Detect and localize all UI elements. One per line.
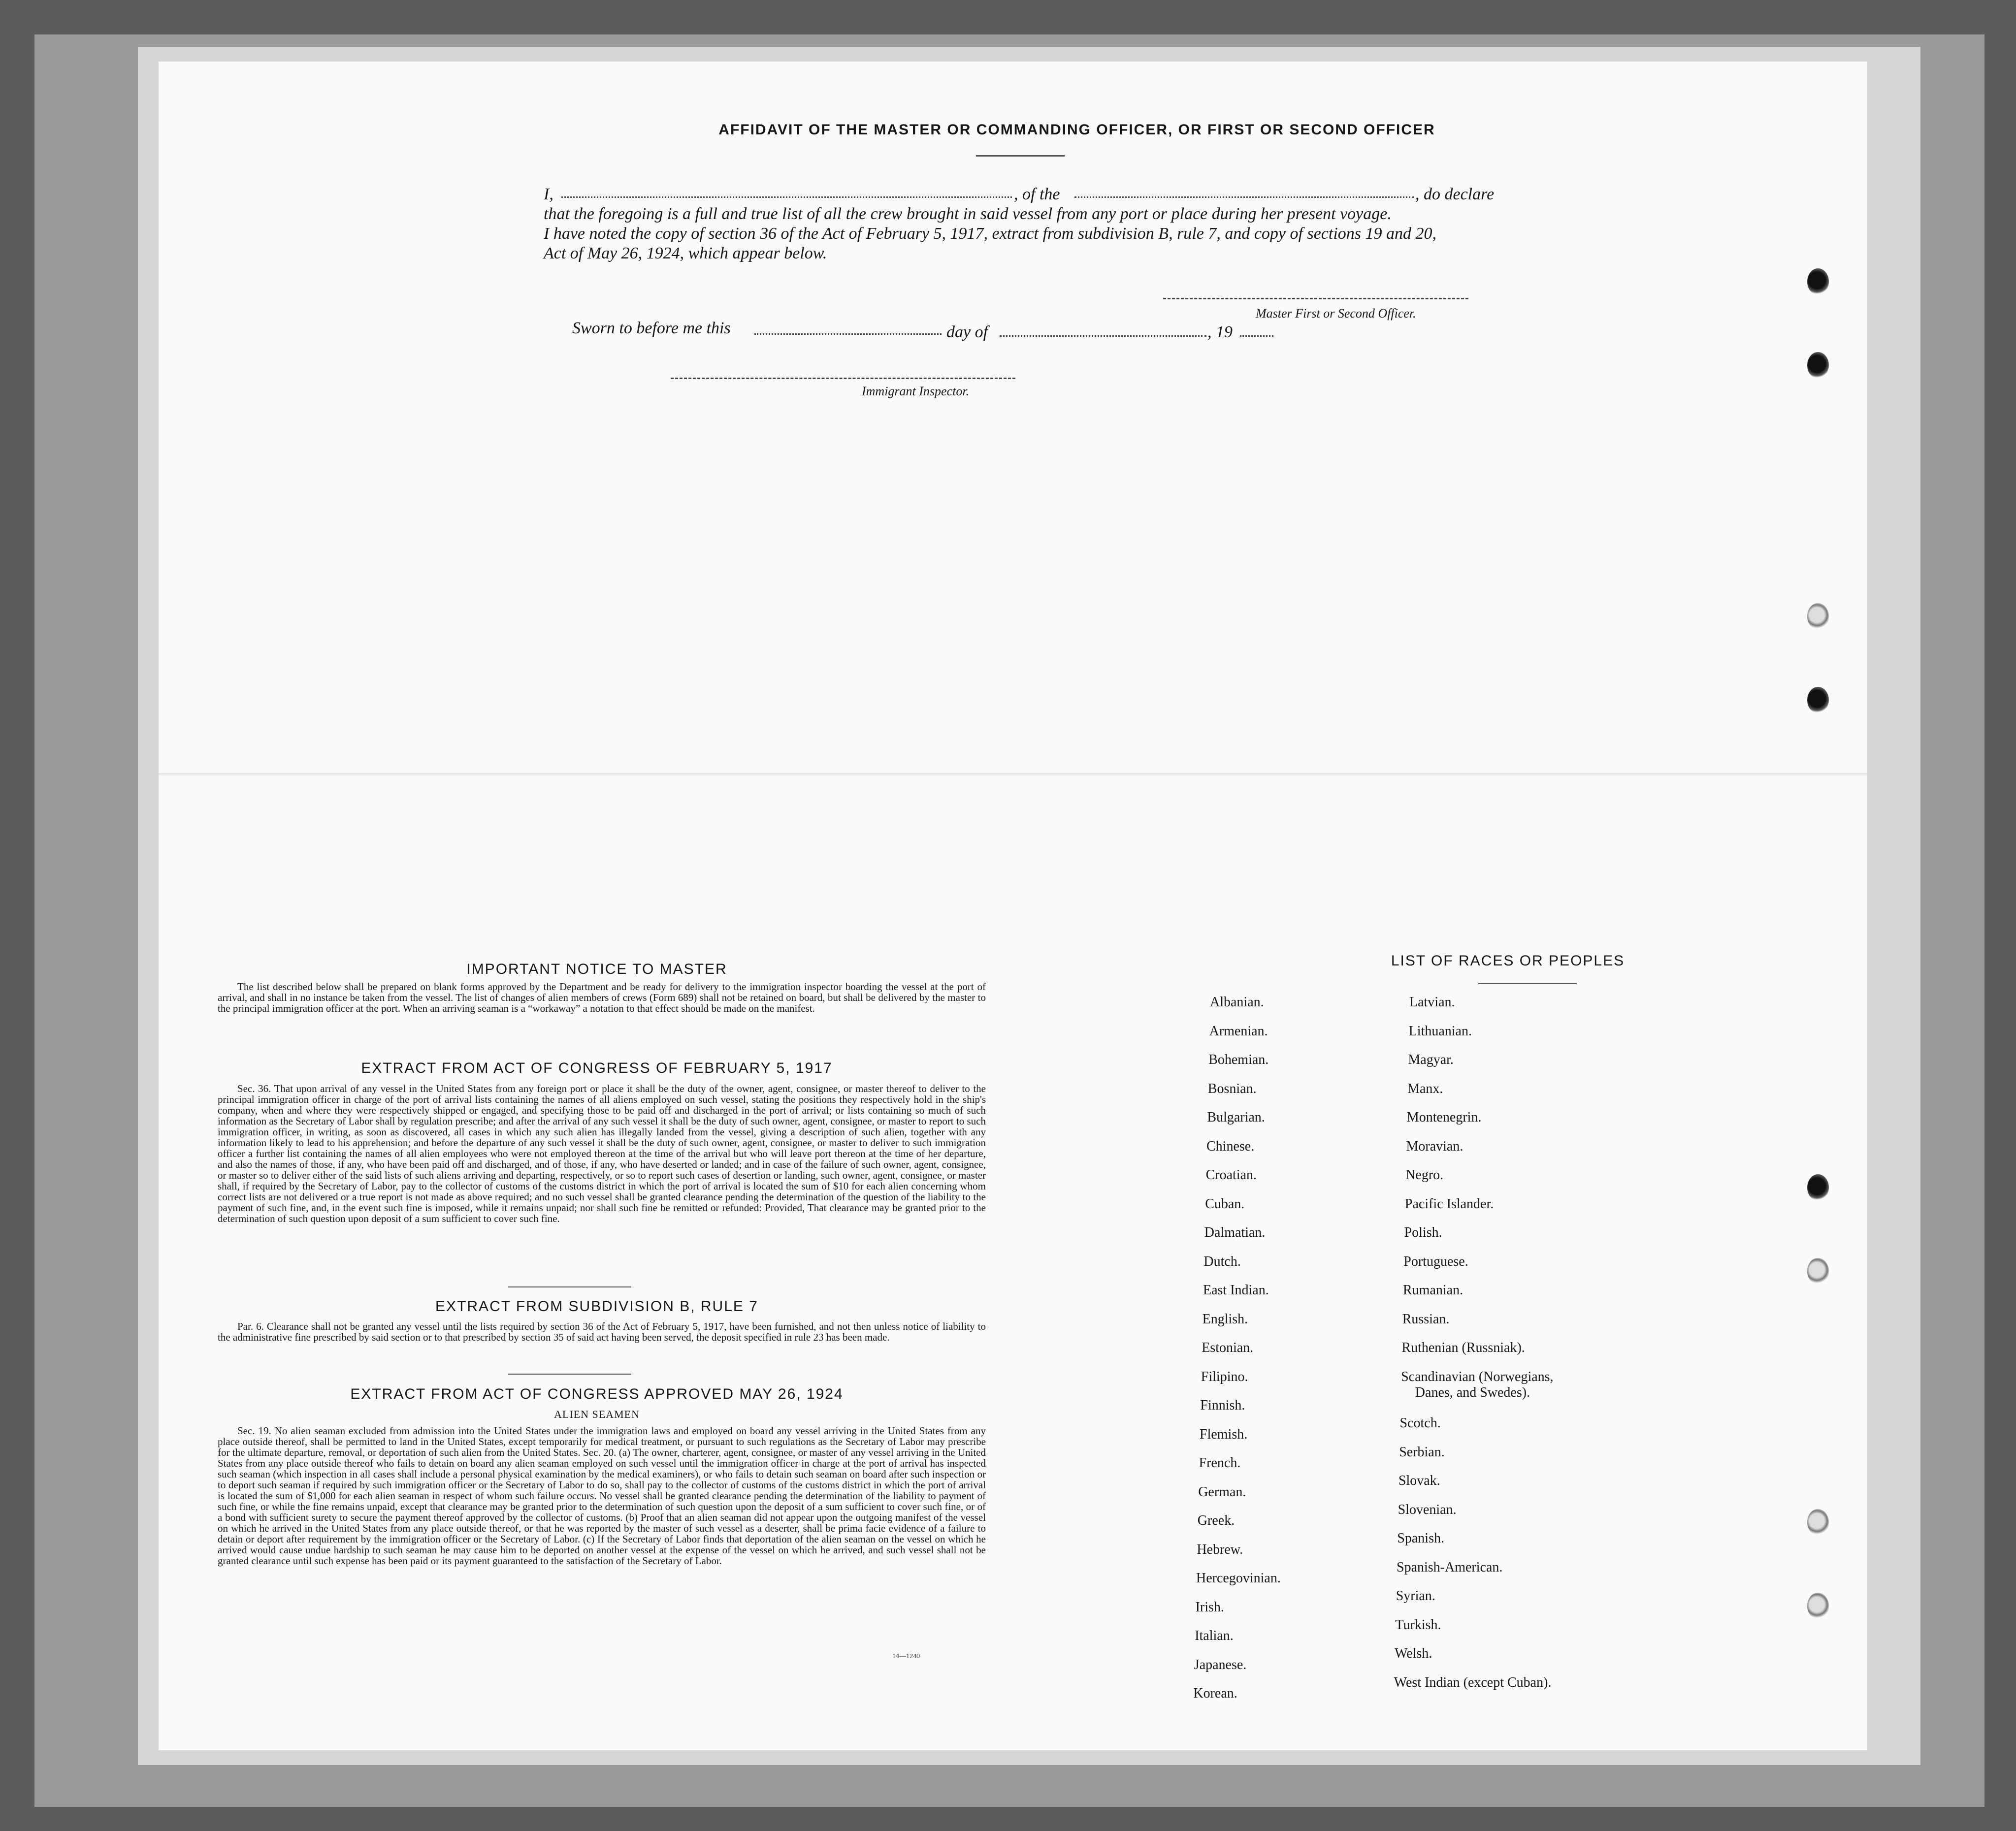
day-blank [754, 333, 942, 335]
race-item: Dalmatian. [1204, 1225, 1266, 1240]
race-item: Syrian. [1396, 1588, 1435, 1604]
document-page [159, 62, 1867, 1750]
month-blank [1000, 335, 1206, 337]
day-of-label: day of [946, 323, 988, 341]
punch-hole [1807, 352, 1829, 379]
vessel-blank [1074, 196, 1414, 198]
extract-1924-body: Sec. 19. No alien seaman excluded from admission into the United States under the immigration laws and employed on board any vessel arriving in the United States from any place outside thereof, shall be permitted to land in the United States, except temporarily for medical treatment, or pursuant to such regulations as the Secretary of Labor may prescribe for the ultimate departure, removal, or deportation of such alien from the United States. Sec. 20. (a) The owner, charterer, agent, consignee, or master of any vessel arriving in the United States from any place outside thereof who fails to detain on board any alien seaman employed on such vessel until the immigration officer in charge at the port of arrival has inspected such seaman (which inspection in all cases shall include a personal physical examination by the medical examiners), or who fails to detain such seaman on board after such inspection or to deport such seaman if required by such immigration officer or the Secretary of Labor to do so, shall pay to the collector of customs of the customs district in which the port of arrival is located the sum of $1,000 for each alien seaman in respect of whom such failure occurs. No vessel shall be granted clearance pending the determination of the liability to payment of such fine, or while the fine remains unpaid, except that clearance may be granted prior to the determination of such question upon the deposit of a sum sufficient to cover such fine, or of a bond with sufficient surety to secure the payment thereof approved by the collector of customs. (b) Proof that an alien seaman did not appear upon the outgoing manifest of the vessel on which he arrived in the United States from any place outside thereof, or that he was reported by the master of such vessel as a deserter, shall be prima facie evidence of a failure to detain or deport after requirement by the immigration officer or the Secretary of Labor. (c) If the Secretary of Labor finds that deportation of the alien seaman on the vessel on which he arrived would cause undue hardship to such seaman he may cause him to be deported on another vessel at the expense of the vessel on which he arrived, and such vessel shall not be granted clearance until such expense has been paid or its payment guaranteed to the satisfaction of the Secretary of Labor. [218, 1425, 986, 1567]
race-item: Pacific Islander. [1404, 1196, 1494, 1212]
race-item: East Indian. [1203, 1283, 1269, 1298]
divider [508, 1374, 631, 1375]
race-item: Turkish. [1395, 1617, 1441, 1633]
race-item: Spanish. [1397, 1531, 1444, 1546]
affidavit-line-4: Act of May 26, 1924, which appear below. [544, 244, 827, 262]
signature-blank [1163, 298, 1468, 299]
page-fold [159, 773, 1867, 776]
race-item: Scandinavian (Norwegians, [1401, 1369, 1554, 1384]
race-item: Finnish. [1200, 1398, 1245, 1413]
notice-body: The list described below shall be prepared on blank forms approved by the Department and be ready for delivery to the immigration inspector boarding the vessel at the port of arrival, and shall in no instance be taken from the vessel. The list of changes of alien members of crews (Form 689) shall not be retained on board, but shall be delivered by the master to the principal immigration officer at the port. When an arriving seaman is a “workaway” a notation to that effect should be made on the manifest. [218, 981, 986, 1014]
divider [976, 155, 1065, 157]
extract-1917-body: Sec. 36. That upon arrival of any vessel in the United States from any foreign port or place it shall be the duty of the owner, agent, consignee, or master thereof to deliver to the principal immigration officer in charge of the port of arrival lists containing the names of all aliens employed on such vessel, stating the positions they respectively hold in the ship's company, when and where they were respectively shipped or engaged, and specifying those to be paid off and discharged in the port of arrival; or lists containing so much of such information as the Secretary of Labor shall by regulation prescribe; and after the arrival of any such vessel it shall be the duty of such owner, agent, consignee, or master to report to such immigration officer, in writing, as soon as discovered, all cases in which any such alien has illegally landed from the vessel, giving a description of such alien, together with any information likely to lead to his apprehension; and before the departure of any such vessel it shall be the duty of such owner, agent, consignee, or master to deliver to such immigration officer a further list containing the names of all alien employees who were not employed thereon at the time of the arrival but who will leave port thereon at the time of her departure, and also the names of those, if any, who have been paid off and discharged, and of those, if any, who have deserted or landed; and in case of the failure of such owner, agent, consignee, or master so to deliver either of the said lists of such aliens arriving and departing, respectively, or so to report such cases of desertion or landing, such owner, agent, consignee, or master shall, if required by the Secretary of Labor, pay to the collector of customs of the customs district in which the port of arrival is located the sum of $10 for each alien concerning whom correct lists are not delivered or a true report is not made as above required; and no such vessel shall be granted clearance pending the determination of the question of the liability to the payment of such fine, and, in the event such fine is imposed, while it remains unpaid; nor shall such fine be remitted or refunded: Provided, That clearance may be granted prior to the determination of such question upon deposit of a sum sufficient to cover such fine. [218, 1083, 986, 1224]
race-item: Russian. [1402, 1311, 1450, 1327]
race-item: Bohemian. [1208, 1052, 1269, 1067]
race-item: Ruthenian (Russniak). [1401, 1340, 1525, 1355]
race-item: Flemish. [1200, 1426, 1248, 1442]
sworn-label: Sworn to before me this [572, 319, 731, 337]
punch-hole [1807, 1593, 1829, 1619]
race-item: Latvian. [1409, 995, 1455, 1010]
race-item: Welsh. [1395, 1646, 1432, 1661]
form-number: 14—1240 [892, 1653, 920, 1660]
year-blank [1240, 335, 1273, 337]
race-item: Serbian. [1399, 1444, 1445, 1460]
race-item: Slovenian. [1398, 1502, 1457, 1517]
affidavit-title: AFFIDAVIT OF THE MASTER OR COMMANDING OFFICER, OR FIRST OR SECOND OFFICER [718, 122, 1435, 138]
race-item: Rumanian. [1403, 1283, 1463, 1298]
punch-hole [1807, 1258, 1829, 1285]
race-item: Magyar. [1408, 1052, 1454, 1067]
affidavit-line-3: I have noted the copy of section 36 of the Act of February 5, 1917, extract from subdivision B, rule 7, and copy of sections 19 and 20, [544, 225, 1437, 243]
affidavit-line-2: that the foregoing is a full and true list of all the crew brought in said vessel from any port or place during her present voyage. [544, 205, 1392, 223]
race-item: Lithuanian. [1408, 1023, 1472, 1039]
race-item: Portuguese. [1403, 1253, 1468, 1269]
race-item: Spanish-American. [1397, 1559, 1503, 1575]
race-item: French. [1199, 1455, 1241, 1471]
race-item: Manx. [1407, 1081, 1443, 1096]
subdivision-title: EXTRACT FROM SUBDIVISION B, RULE 7 [435, 1298, 758, 1315]
race-item: Moravian. [1406, 1138, 1463, 1154]
race-item: Slovak. [1398, 1473, 1440, 1488]
race-item: Albanian. [1210, 995, 1264, 1010]
divider [508, 1286, 631, 1287]
race-item: Danes, and Swedes). [1415, 1384, 1530, 1400]
race-item: English. [1202, 1311, 1248, 1327]
race-item: Hercegovinian. [1196, 1571, 1281, 1586]
punch-hole [1807, 687, 1829, 713]
race-item: Scotch. [1399, 1415, 1441, 1431]
alien-seamen-subtitle: ALIEN SEAMEN [554, 1408, 640, 1420]
master-signature-label: Master First or Second Officer. [1256, 306, 1416, 321]
punch-hole [1807, 603, 1829, 630]
race-item: Filipino. [1201, 1369, 1248, 1384]
race-item: Chinese. [1206, 1138, 1255, 1154]
race-item: West Indian (except Cuban). [1394, 1674, 1552, 1690]
race-item: Irish. [1195, 1599, 1224, 1615]
race-item: German. [1198, 1484, 1246, 1500]
subdivision-body: Par. 6. Clearance shall not be granted any vessel until the lists required by section 36 of the Act of February 5, 1917, have been furnished, and not then unless notice of liability to the administrative fine prescribed by said section or to that prescribed by section 35 of said act having been served, the deposit specified in rule 23 has been made. [218, 1320, 986, 1343]
race-item: Dutch. [1203, 1253, 1241, 1269]
divider [1478, 983, 1577, 984]
race-item: Bulgarian. [1207, 1110, 1265, 1125]
race-item: Cuban. [1205, 1196, 1245, 1212]
affidavit-i-label: I, [544, 185, 553, 203]
year-label: , 19 [1207, 323, 1233, 341]
race-item: Armenian. [1209, 1023, 1268, 1039]
race-item: Italian. [1195, 1628, 1234, 1643]
inspector-label: Immigrant Inspector. [862, 384, 970, 398]
race-item: Estonian. [1202, 1340, 1254, 1355]
race-item: Croatian. [1205, 1167, 1257, 1183]
punch-hole [1807, 1174, 1829, 1201]
notice-title: IMPORTANT NOTICE TO MASTER [466, 961, 727, 977]
race-item: Polish. [1404, 1225, 1442, 1240]
extract-1924-title: EXTRACT FROM ACT OF CONGRESS APPROVED MAY 26, 1924 [350, 1386, 844, 1402]
race-item: Bosnian. [1207, 1081, 1257, 1096]
punch-hole [1807, 1509, 1829, 1536]
name-blank [561, 196, 1012, 198]
race-item: Negro. [1405, 1167, 1444, 1183]
races-title: LIST OF RACES OR PEOPLES [1391, 953, 1625, 969]
race-item: Japanese. [1194, 1657, 1247, 1672]
extract-1917-title: EXTRACT FROM ACT OF CONGRESS OF FEBRUARY 5, 1917 [361, 1060, 833, 1076]
race-item: Korean. [1193, 1686, 1237, 1701]
punch-hole [1807, 268, 1829, 295]
affidavit-declare-label: , do declare [1415, 185, 1495, 203]
race-item: Montenegrin. [1406, 1110, 1482, 1125]
race-item: Greek. [1197, 1513, 1235, 1528]
race-item: Hebrew. [1197, 1542, 1243, 1557]
inspector-blank [671, 378, 1015, 379]
affidavit-of-label: , of the [1014, 185, 1060, 203]
